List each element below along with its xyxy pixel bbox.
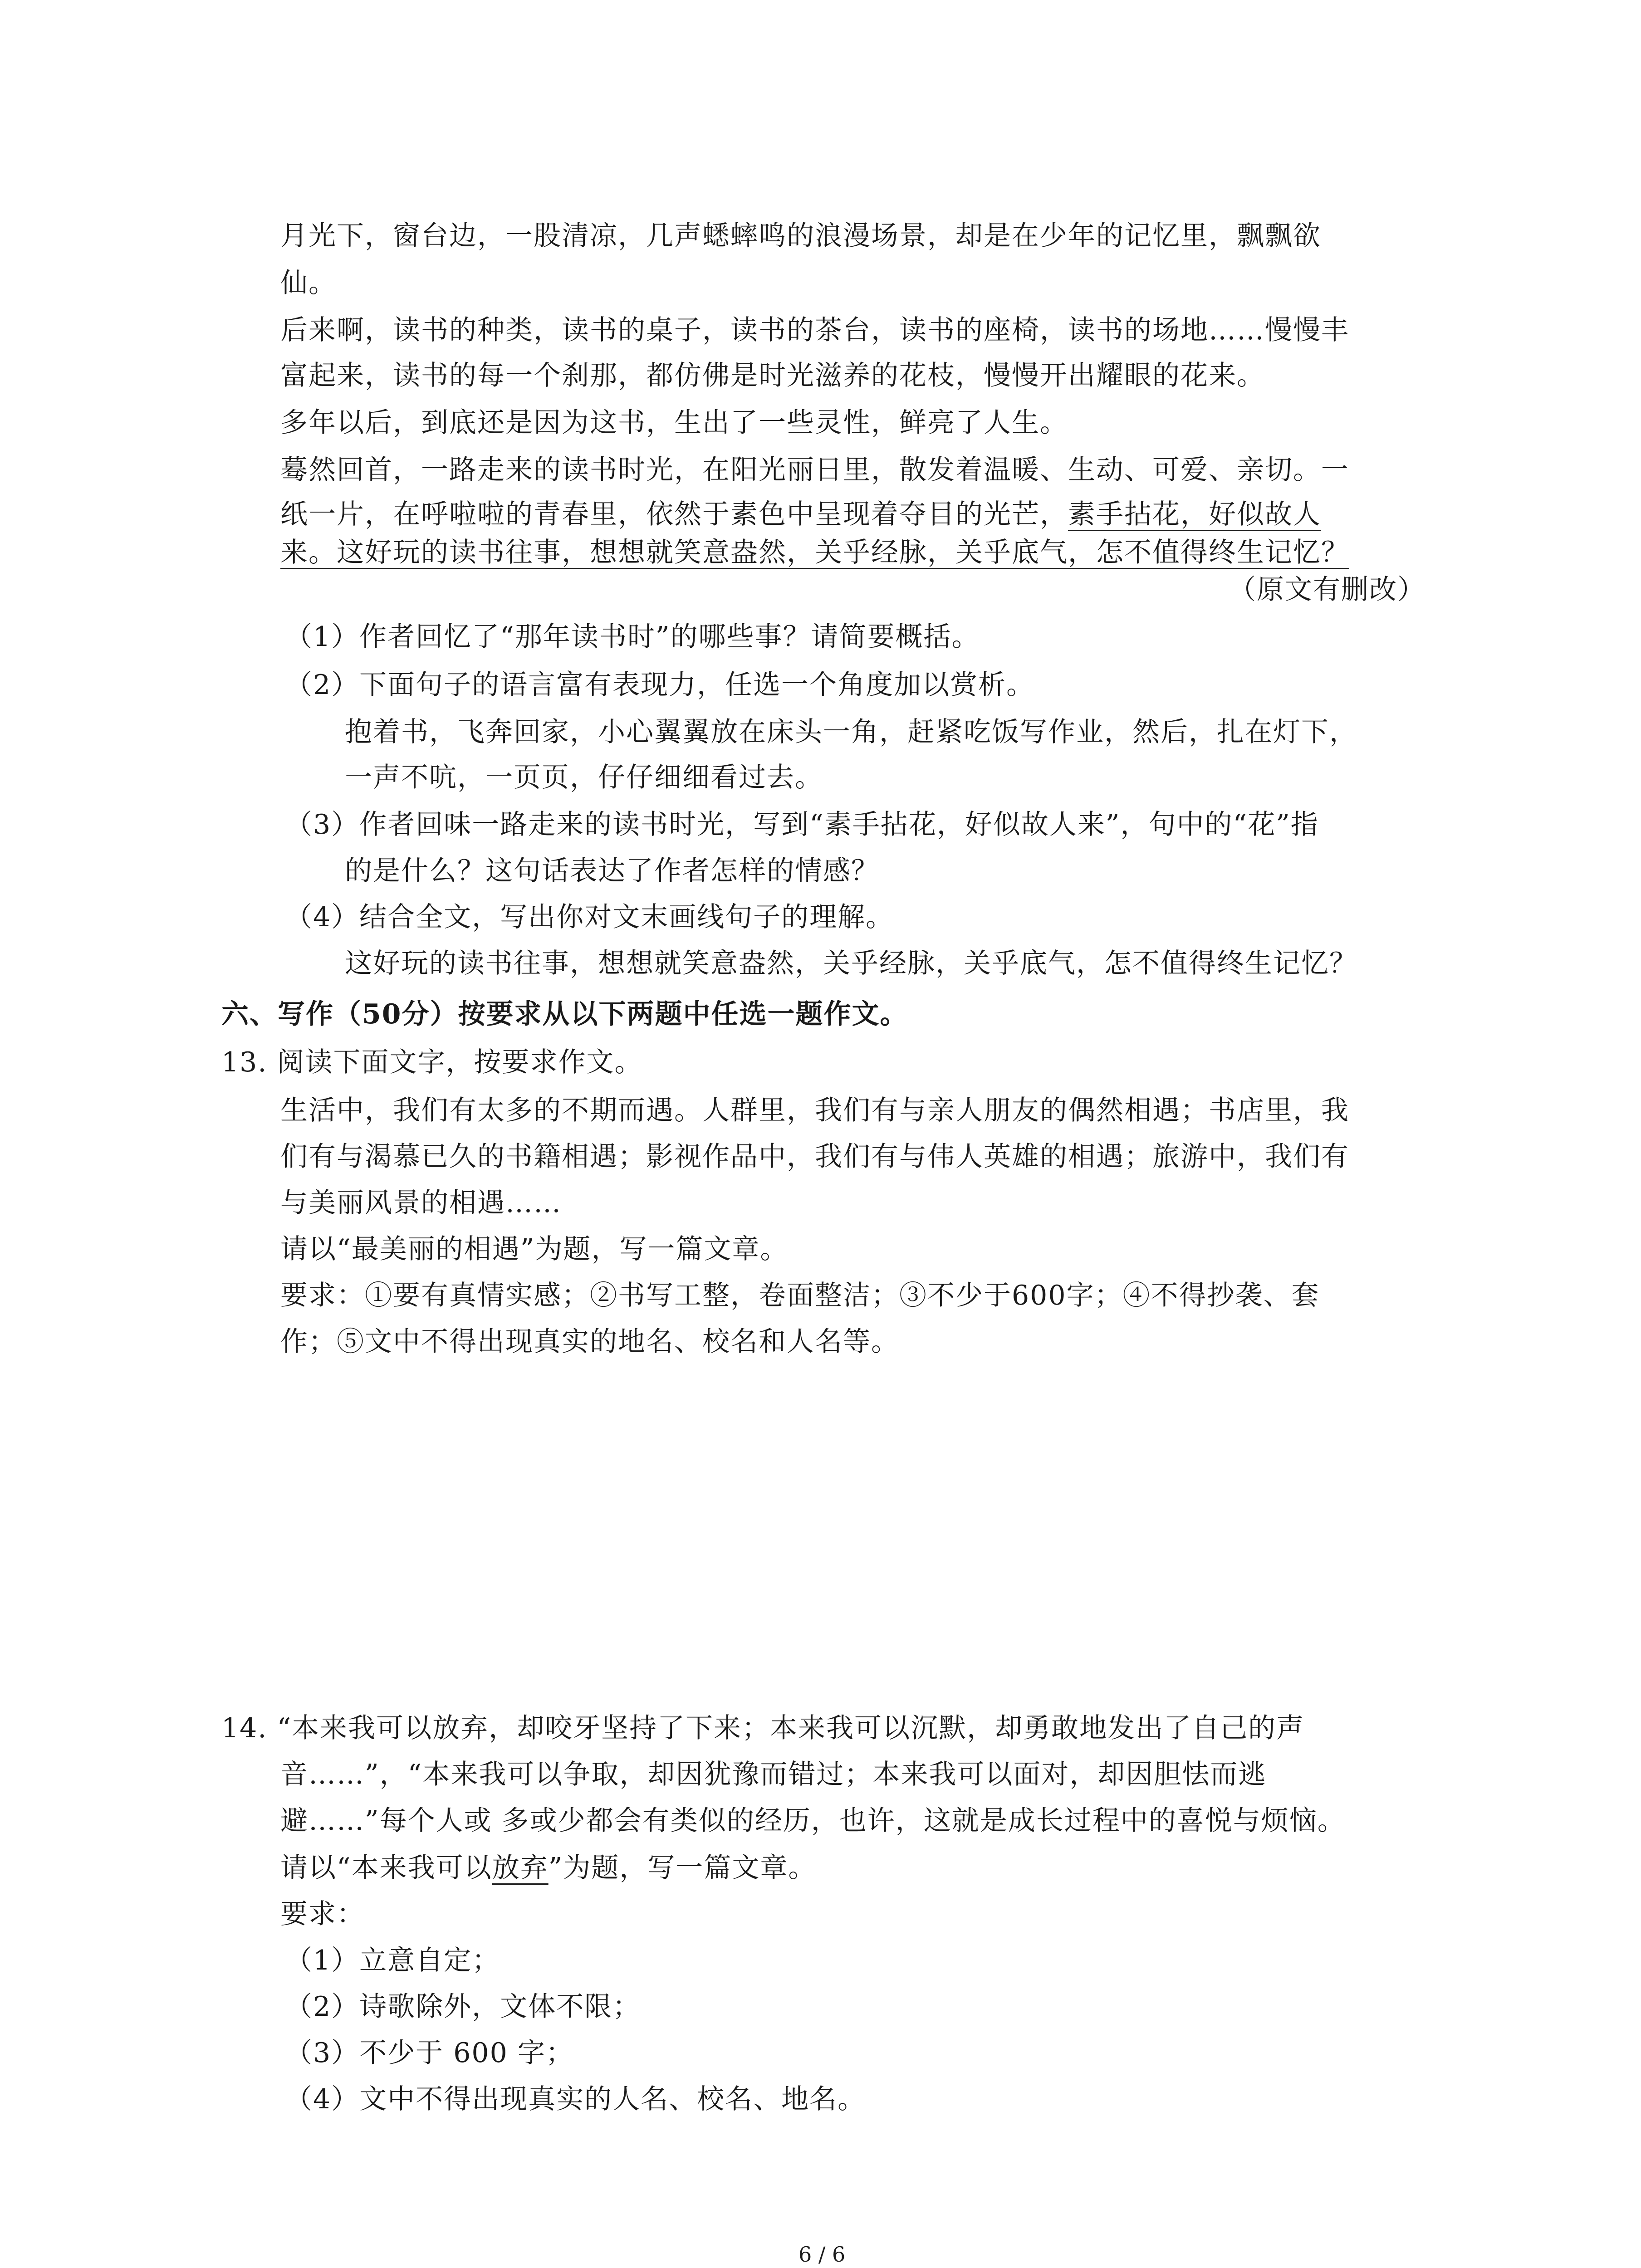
question-3-line-2: 的是什么？这句话表达了作者怎样的情感？ xyxy=(345,855,879,887)
question-14-underlined-word: 放弃 xyxy=(492,1852,549,1884)
question-14-line-1: 14. “本来我可以放弃，却咬牙坚持了下来；本来我可以沉默，却勇敢地发出了自己的声 xyxy=(221,1712,1305,1744)
source-note: （原文有删改） xyxy=(1229,574,1425,606)
question-2-quote-line-2: 一声不吭，一页页，仔仔细细看过去。 xyxy=(345,762,823,793)
question-13-line-3: 与美丽风景的相遇…… xyxy=(280,1187,562,1219)
underlined-sentence-part-1: 素手拈花，好似故人 xyxy=(1068,499,1321,530)
question-14-requirements-label: 要求： xyxy=(280,1898,365,1930)
question-13-prompt: 请以“最美丽的相遇”为题，写一篇文章。 xyxy=(280,1233,789,1265)
question-1: （1）作者回忆了“那年读书时”的哪些事？请简要概括。 xyxy=(285,621,980,653)
passage-line-1: 月光下，窗台边，一股清凉，几声蟋蟀鸣的浪漫场景，却是在少年的记忆里，飘飘欲 xyxy=(280,220,1321,252)
question-13-requirements-line-2: 作；⑤文中不得出现真实的地名、校名和人名等。 xyxy=(280,1326,899,1358)
question-13-title: 13. 阅读下面文字，按要求作文。 xyxy=(221,1046,643,1078)
question-3-line-1: （3）作者回味一路走来的读书时光，写到“素手拈花，好似故人来”，句中的“花”指 xyxy=(285,809,1319,841)
question-14-prompt-start: 请以“本来我可以 xyxy=(280,1852,492,1884)
question-14-prompt-end: ”为题，写一篇文章。 xyxy=(548,1852,817,1884)
question-14-requirement-1: （1）立意自定； xyxy=(285,1945,500,1976)
passage-line-7 xyxy=(280,496,1321,533)
question-14-prompt xyxy=(280,1850,816,1886)
question-13-requirements-line-1: 要求：①要有真情实感；②书写工整，卷面整洁；③不少于600字；④不得抄袭、套 xyxy=(280,1280,1320,1311)
question-4-quote: 这好玩的读书往事，想想就笑意盎然，关乎经脉，关乎底气，怎不值得终生记忆？ xyxy=(345,948,1357,979)
page-number: 6 / 6 xyxy=(798,2242,846,2267)
question-14-line-2: 音……”，“本来我可以争取，却因犹豫而错过；本来我可以面对，却因胆怯而逃 xyxy=(280,1759,1267,1790)
question-13-line-1: 生活中，我们有太多的不期而遇。人群里，我们有与亲人朋友的偶然相遇；书店里，我 xyxy=(280,1095,1349,1126)
question-13-line-2: 们有与渴慕已久的书籍相遇；影视作品中，我们有与伟人英雄的相遇；旅游中，我们有 xyxy=(280,1141,1349,1173)
question-14-requirement-4: （4）文中不得出现真实的人名、校名、地名。 xyxy=(285,2083,866,2115)
question-2-quote-line-1: 抱着书，飞奔回家，小心翼翼放在床头一角，赶紧吃饭写作业，然后，扎在灯下， xyxy=(345,716,1357,748)
passage-line-2: 仙。 xyxy=(280,267,337,299)
question-2: （2）下面句子的语言富有表现力，任选一个角度加以赏析。 xyxy=(285,669,1035,701)
writing-section-heading: 六、写作（50分）按要求从以下两题中任选一题作文。 xyxy=(221,998,908,1030)
passage-line-5: 多年以后，到底还是因为这书，生出了一些灵性，鲜亮了人生。 xyxy=(280,407,1068,439)
passage-line-7-text: 纸一片，在呼啦啦的青春里，依然于素色中呈现着夺目的光芒， xyxy=(280,499,1068,530)
question-14-line-3: 避……”每个人或 多或少都会有类似的经历，也许，这就是成长过程中的喜悦与烦恼。 xyxy=(280,1805,1346,1837)
question-14-requirement-3: （3）不少于 600 字； xyxy=(285,2037,574,2069)
question-4: （4）结合全文，写出你对文末画线句子的理解。 xyxy=(285,901,894,933)
underlined-sentence-part-2: 来。这好玩的读书往事，想想就笑意盎然，关乎经脉，关乎底气，怎不值得终生记忆？ xyxy=(280,537,1349,568)
question-14-requirement-2: （2）诗歌除外，文体不限； xyxy=(285,1991,641,2023)
passage-line-4: 富起来，读书的每一个刹那，都仿佛是时光滋养的花枝，慢慢开出耀眼的花来。 xyxy=(280,360,1265,391)
passage-line-3: 后来啊，读书的种类，读书的桌子，读书的茶台，读书的座椅，读书的场地……慢慢丰 xyxy=(280,314,1349,346)
passage-line-6: 蓦然回首，一路走来的读书时光，在阳光丽日里，散发着温暖、生动、可爱、亲切。一 xyxy=(280,454,1349,486)
